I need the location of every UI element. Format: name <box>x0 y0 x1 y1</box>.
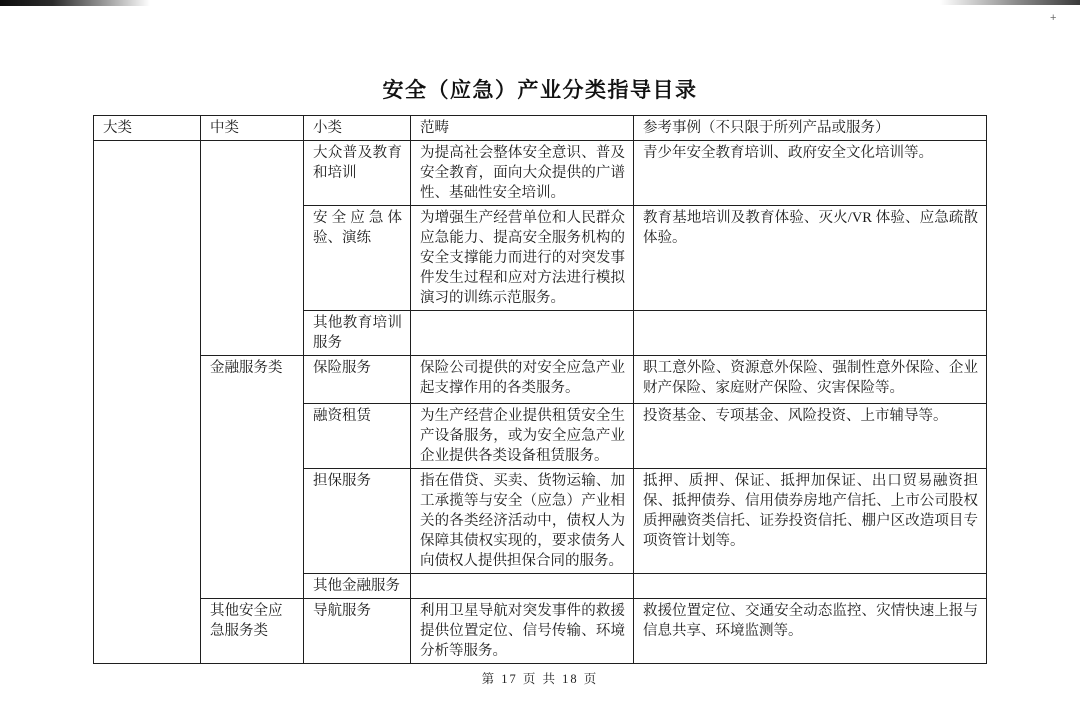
table-row <box>94 141 987 206</box>
table-row <box>94 599 987 664</box>
sub-class-cell: 保险服务 <box>304 356 411 404</box>
examples-cell: 救援位置定位、交通安全动态监控、灾情快速上报与信息共享、环境监测等。 <box>634 599 987 664</box>
scope-cell <box>411 311 634 356</box>
mid-class-cell: 金融服务类 <box>201 356 304 599</box>
scan-artifact-top-right <box>940 0 1080 5</box>
classification-table <box>93 115 987 664</box>
examples-cell: 抵押、质押、保证、抵押加保证、出口贸易融资担保、抵押债券、信用债券房地产信托、上市公司股权质押融资类信托、证券投资信托、棚户区改造项目专项资管计划等。 <box>634 469 987 574</box>
examples-cell: 投资基金、专项基金、风险投资、上市辅导等。 <box>634 404 987 469</box>
major-class-cell <box>94 141 201 664</box>
header-examples: 参考事例（不只限于所列产品或服务） <box>634 116 987 141</box>
sub-class-cell: 导航服务 <box>304 599 411 664</box>
scope-cell: 利用卫星导航对突发事件的救援提供位置定位、信号传输、环境分析等服务。 <box>411 599 634 664</box>
scope-cell: 保险公司提供的对安全应急产业起支撑作用的各类服务。 <box>411 356 634 404</box>
table-row <box>94 356 987 404</box>
sub-class-cell: 其他金融服务 <box>304 574 411 599</box>
sub-class-cell: 其他教育培训服务 <box>304 311 411 356</box>
examples-cell <box>634 574 987 599</box>
examples-cell <box>634 311 987 356</box>
page-number-footer: 第 17 页 共 18 页 <box>481 672 599 686</box>
sub-class-cell: 安全应急体验、演练 <box>304 206 411 311</box>
scan-artifact-top-left <box>0 0 150 6</box>
scope-cell: 为增强生产经营单位和人民群众应急能力、提高安全服务机构的安全支撑能力而进行的对突发事件发生过程和应对方法进行模拟演习的训练示范服务。 <box>411 206 634 311</box>
header-scope: 范畴 <box>411 116 634 141</box>
sub-class-cell: 担保服务 <box>304 469 411 574</box>
scope-cell <box>411 574 634 599</box>
header-major-class: 大类 <box>94 116 201 141</box>
page-title: 安全（应急）产业分类指导目录 <box>382 78 698 102</box>
table-header-row <box>94 116 987 141</box>
scan-artifact-cross: + <box>1050 12 1057 24</box>
scope-cell: 指在借贷、买卖、货物运输、加工承揽等与安全（应急）产业相关的各类经济活动中，债权人为保障其债权实现的，要求债务人向债权人提供担保合同的服务。 <box>411 469 634 574</box>
scope-cell: 为生产经营企业提供租赁安全生产设备服务，或为安全应急产业企业提供各类设备租赁服务。 <box>411 404 634 469</box>
examples-cell: 青少年安全教育培训、政府安全文化培训等。 <box>634 141 987 206</box>
header-mid-class: 中类 <box>201 116 304 141</box>
sub-class-cell: 大众普及教育和培训 <box>304 141 411 206</box>
sub-class-cell: 融资租赁 <box>304 404 411 469</box>
examples-cell: 教育基地培训及教育体验、灭火/VR 体验、应急疏散体验。 <box>634 206 987 311</box>
header-sub-class: 小类 <box>304 116 411 141</box>
mid-class-cell: 其他安全应急服务类 <box>201 599 304 664</box>
mid-class-cell <box>201 141 304 356</box>
examples-cell: 职工意外险、资源意外保险、强制性意外保险、企业财产保险、家庭财产保险、灾害保险等。 <box>634 356 987 404</box>
scope-cell: 为提高社会整体安全意识、普及安全教育，面向大众提供的广谱性、基础性安全培训。 <box>411 141 634 206</box>
